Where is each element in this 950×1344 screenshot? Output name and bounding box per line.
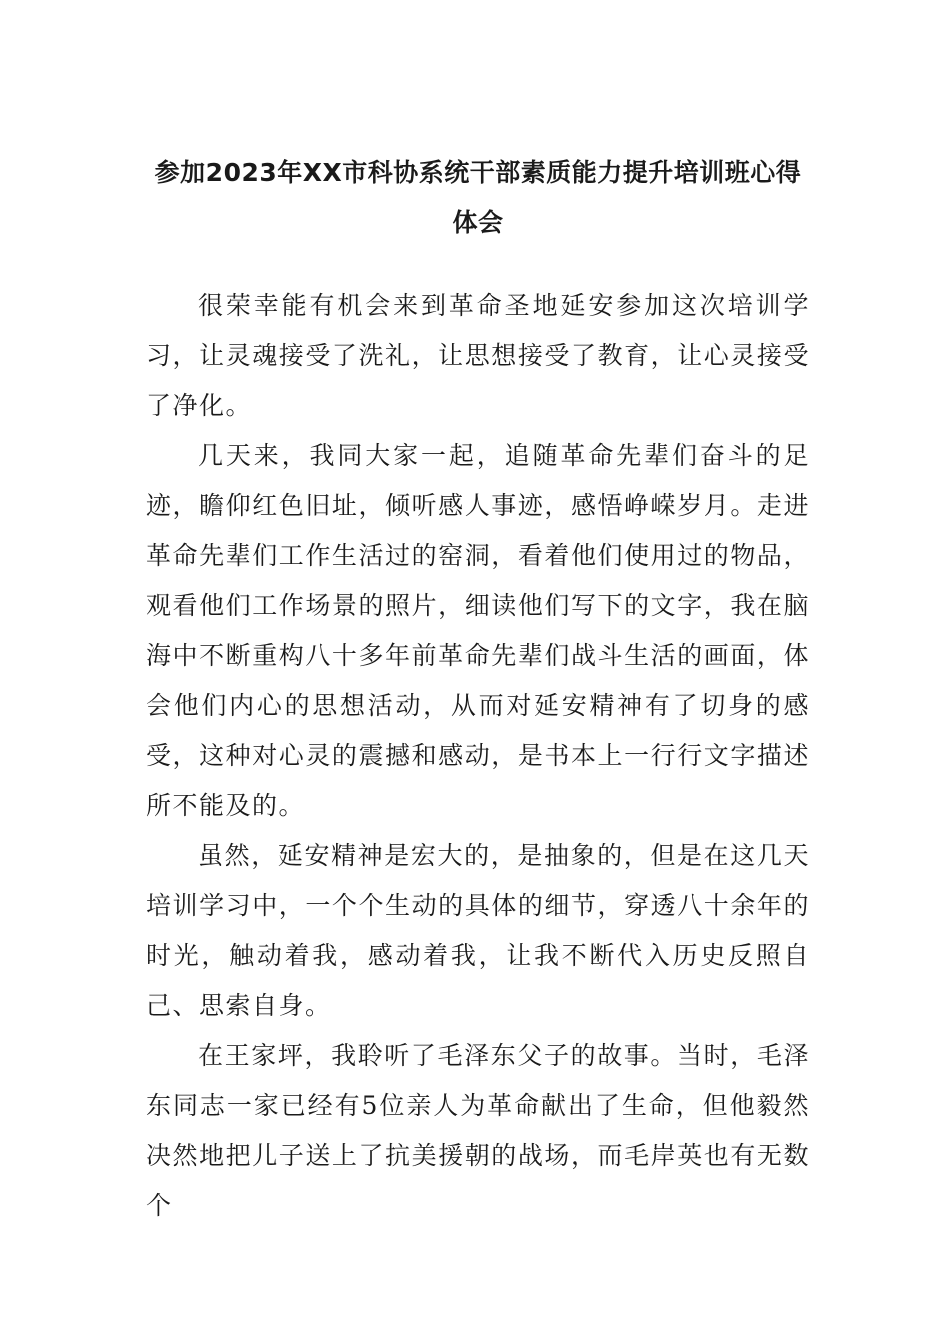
paragraph: 很荣幸能有机会来到革命圣地延安参加这次培训学习，让灵魂接受了洗礼，让思想接受了教育，让心灵接受了净化。 (146, 291, 810, 420)
document-title: 参加2023年XX市科协系统干部素质能力提升培训班心得体会 (154, 158, 802, 237)
paragraph: 虽然，延安精神是宏大的，是抽象的，但是在这几天培训学习中，一个个生动的具体的细节，穿透八十余年的时光，触动着我，感动着我，让我不断代入历史反照自己、思索自身。 (146, 841, 810, 1020)
paragraph: 几天来，我同大家一起，追随革命先辈们奋斗的足迹，瞻仰红色旧址，倾听感人事迹，感悟峥嵘岁月。走进革命先辈们工作生活过的窑洞，看着他们使用过的物品，观看他们工作场景的照片，细读他们写下的文字，我在脑海中不断重构八十多年前革命先辈们战斗生活的画面，体会他们内心的思想活动，从而对延安精神有了切身的感受，这种对心灵的震撼和感动，是书本上一行行文字描述所不能及的。 (146, 441, 810, 820)
paragraph: 在王家坪，我聆听了毛泽东父子的故事。当时，毛泽东同志一家已经有5位亲人为革命献出了生命，但他毅然决然地把儿子送上了抗美援朝的战场，而毛岸英也有无数个 (146, 1041, 810, 1220)
